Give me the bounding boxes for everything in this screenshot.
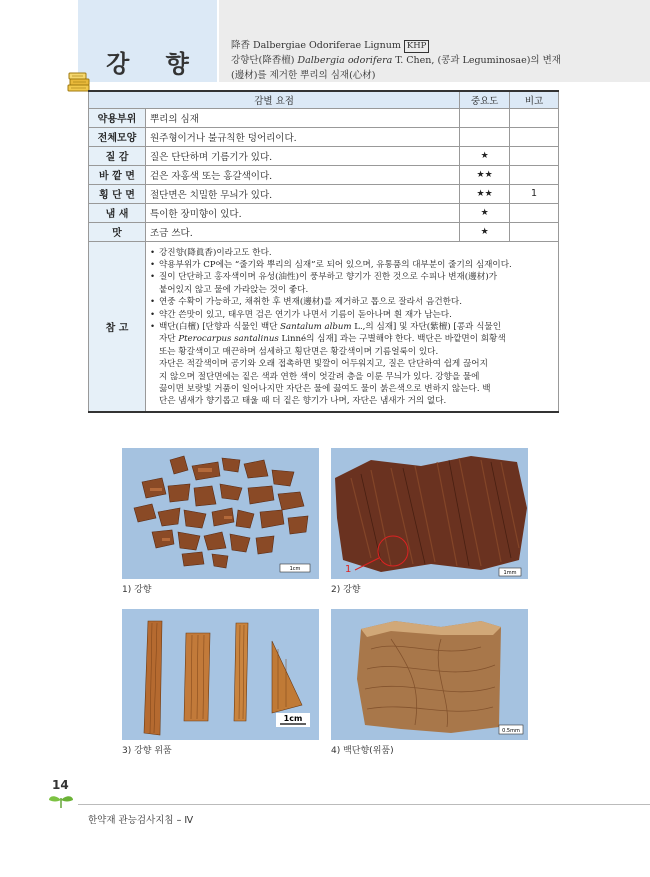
row-note bbox=[510, 146, 559, 165]
row-text: 뿌리의 심재 bbox=[145, 108, 459, 127]
page-number: 14 bbox=[52, 778, 69, 792]
row-text: 겉은 자홍색 또는 홍갈색이다. bbox=[145, 165, 459, 184]
row-note: 1 bbox=[510, 184, 559, 203]
reference-item: • 질이 단단하고 홍자색이며 유성(油性)이 풍부하고 향기가 진한 것으로 수피나 변재(邊材)가 bbox=[150, 271, 554, 283]
reference-row bbox=[89, 241, 559, 412]
row-text: 질은 단단하며 기름기가 있다. bbox=[145, 146, 459, 165]
species-name: Dalbergia odorifera bbox=[297, 55, 393, 66]
reference-notes bbox=[145, 241, 558, 412]
ref-text: 백단(白檀) [단향과 식물인 백단 bbox=[158, 321, 281, 332]
photo-counterfeit-sticks bbox=[122, 609, 319, 740]
identification-table bbox=[88, 90, 559, 413]
reference-item: • 약용부위가 CP에는 “줄기와 뿌리의 심재”로 되어 있으며, 유통품의 대부분이 줄기의 심재이다. bbox=[150, 259, 554, 271]
khp-badge: KHP bbox=[404, 40, 429, 53]
sprout-icon bbox=[47, 792, 75, 808]
row-label: 횡 단 면 bbox=[89, 184, 146, 203]
row-note bbox=[510, 165, 559, 184]
row-text: 절단면은 치밀한 무늬가 있다. bbox=[145, 184, 459, 203]
sticks-image bbox=[122, 609, 319, 740]
ref-species: Pterocarpus santalinus bbox=[178, 334, 279, 345]
title-block bbox=[78, 0, 217, 82]
table-row bbox=[89, 165, 559, 184]
reference-item-cont: 붙어있지 않고 물에 가라앉는 것이 좋다. bbox=[158, 284, 309, 295]
footer-title: 한약재 관능검사지침 – Ⅳ bbox=[88, 815, 194, 826]
figure-caption: 4) 백단향(위품) bbox=[331, 746, 394, 756]
reference-item-cont: 단은 냄새가 향기롭고 태울 때 더 짙은 향기가 나며, 자단은 냄새가 거의 없다. bbox=[158, 396, 447, 407]
herb-definition bbox=[231, 38, 561, 83]
wood-pieces-image bbox=[122, 448, 319, 579]
photo-sandalwood-block bbox=[331, 609, 528, 740]
row-importance: ★ bbox=[460, 222, 510, 241]
row-importance: ★★ bbox=[460, 165, 510, 184]
row-note bbox=[510, 222, 559, 241]
definition-text: 강향단(降香檀) bbox=[231, 55, 298, 66]
row-importance: ★ bbox=[460, 203, 510, 222]
scale-bar-label: 1mm bbox=[503, 570, 517, 576]
header-note: 비고 bbox=[510, 91, 559, 108]
row-note bbox=[510, 127, 559, 146]
table-row bbox=[89, 222, 559, 241]
ref-text: Linné의 심재] 과는 구별해야 한다. 백단은 바깥면이 회황색 bbox=[278, 334, 506, 345]
row-label: 질 감 bbox=[89, 146, 146, 165]
scale-bar-label: 0.5mm bbox=[502, 728, 520, 734]
figure-caption: 2) 강향 bbox=[331, 585, 361, 595]
row-label: 약용부위 bbox=[89, 108, 146, 127]
figure-caption: 1) 강향 bbox=[122, 585, 152, 595]
reference-item-cont: 또는 황갈색이고 매끈하며 섬세하고 횡단면은 황갈색이며 기름얼룩이 있다. bbox=[158, 346, 439, 357]
definition-line-2: (邊材)를 제거한 뿌리의 심재(心材) bbox=[231, 70, 376, 81]
photo-jiangxiang-pieces bbox=[122, 448, 319, 579]
reference-item-cont: 자단은 적갈색이며 공기와 오래 접촉하면 빛깔이 어두워지고, 질은 단단하여 쉽게 끊어지 bbox=[158, 359, 488, 370]
wood-closeup-image bbox=[331, 448, 528, 579]
row-importance bbox=[460, 108, 510, 127]
table-row bbox=[89, 146, 559, 165]
ref-text: 자단 bbox=[158, 334, 179, 345]
scale-bar-label: 1cm bbox=[283, 714, 303, 723]
row-label: 전체모양 bbox=[89, 127, 146, 146]
table-row bbox=[89, 127, 559, 146]
row-text: 조금 쓰다. bbox=[145, 222, 459, 241]
row-text: 원주형이거나 불규칙한 덩어리이다. bbox=[145, 127, 459, 146]
row-importance bbox=[460, 127, 510, 146]
reference-label: 참 고 bbox=[89, 241, 146, 412]
row-text: 특이한 장미향이 있다. bbox=[145, 203, 459, 222]
header-importance: 중요도 bbox=[460, 91, 510, 108]
figure-caption: 3) 강향 위품 bbox=[122, 746, 172, 756]
row-label: 바 깥 면 bbox=[89, 165, 146, 184]
sandalwood-image bbox=[331, 609, 528, 740]
ref-species: Santalum album bbox=[280, 321, 352, 332]
footer-rule bbox=[78, 804, 650, 805]
ref-text: L.,의 심재] 및 자단(紫檀) [콩과 식물인 bbox=[351, 321, 501, 332]
reference-item: • 연중 수확이 가능하고, 채취한 후 변재(邊材)를 제거하고 톱으로 잘라서 음건한다. bbox=[150, 296, 554, 308]
feature-marker: 1 bbox=[345, 564, 352, 575]
header-criteria: 감별 요점 bbox=[89, 91, 460, 108]
latin-name: 降香 Dalbergiae Odoriferae Lignum bbox=[231, 40, 401, 51]
row-note bbox=[510, 108, 559, 127]
definition-text-rest: T. Chen, (콩과 Leguminosae)의 변재 bbox=[392, 55, 561, 66]
reference-item-cont: 지 않으며 절단면에는 짙은 색과 연한 색이 엇갈려 층을 이룬 무늬가 있다. 강향을 물에 bbox=[158, 371, 480, 382]
row-label: 냄 새 bbox=[89, 203, 146, 222]
reference-item-cont: 끓이면 보랏빛 거품이 일어나지만 자단은 물에 끓여도 물이 붉은색으로 변하지 않는다. 백 bbox=[158, 383, 491, 394]
reference-item: • 강진향(降眞香)이라고도 한다. bbox=[150, 247, 554, 259]
reference-item-cont bbox=[150, 333, 554, 345]
row-importance: ★★ bbox=[460, 184, 510, 203]
row-label: 맛 bbox=[89, 222, 146, 241]
row-importance: ★ bbox=[460, 146, 510, 165]
table-header bbox=[89, 91, 559, 108]
table-row bbox=[89, 184, 559, 203]
photo-jiangxiang-closeup bbox=[331, 448, 528, 579]
table-row bbox=[89, 108, 559, 127]
scale-bar-label: 1cm bbox=[289, 566, 301, 572]
reference-item bbox=[150, 321, 554, 333]
table-row bbox=[89, 203, 559, 222]
page-title: 강 향 bbox=[106, 50, 203, 78]
reference-item: • 약간 쓴맛이 있고, 태우면 검은 연기가 나면서 기름이 돋아나며 흰 재가 남는다. bbox=[150, 309, 554, 321]
row-note bbox=[510, 203, 559, 222]
